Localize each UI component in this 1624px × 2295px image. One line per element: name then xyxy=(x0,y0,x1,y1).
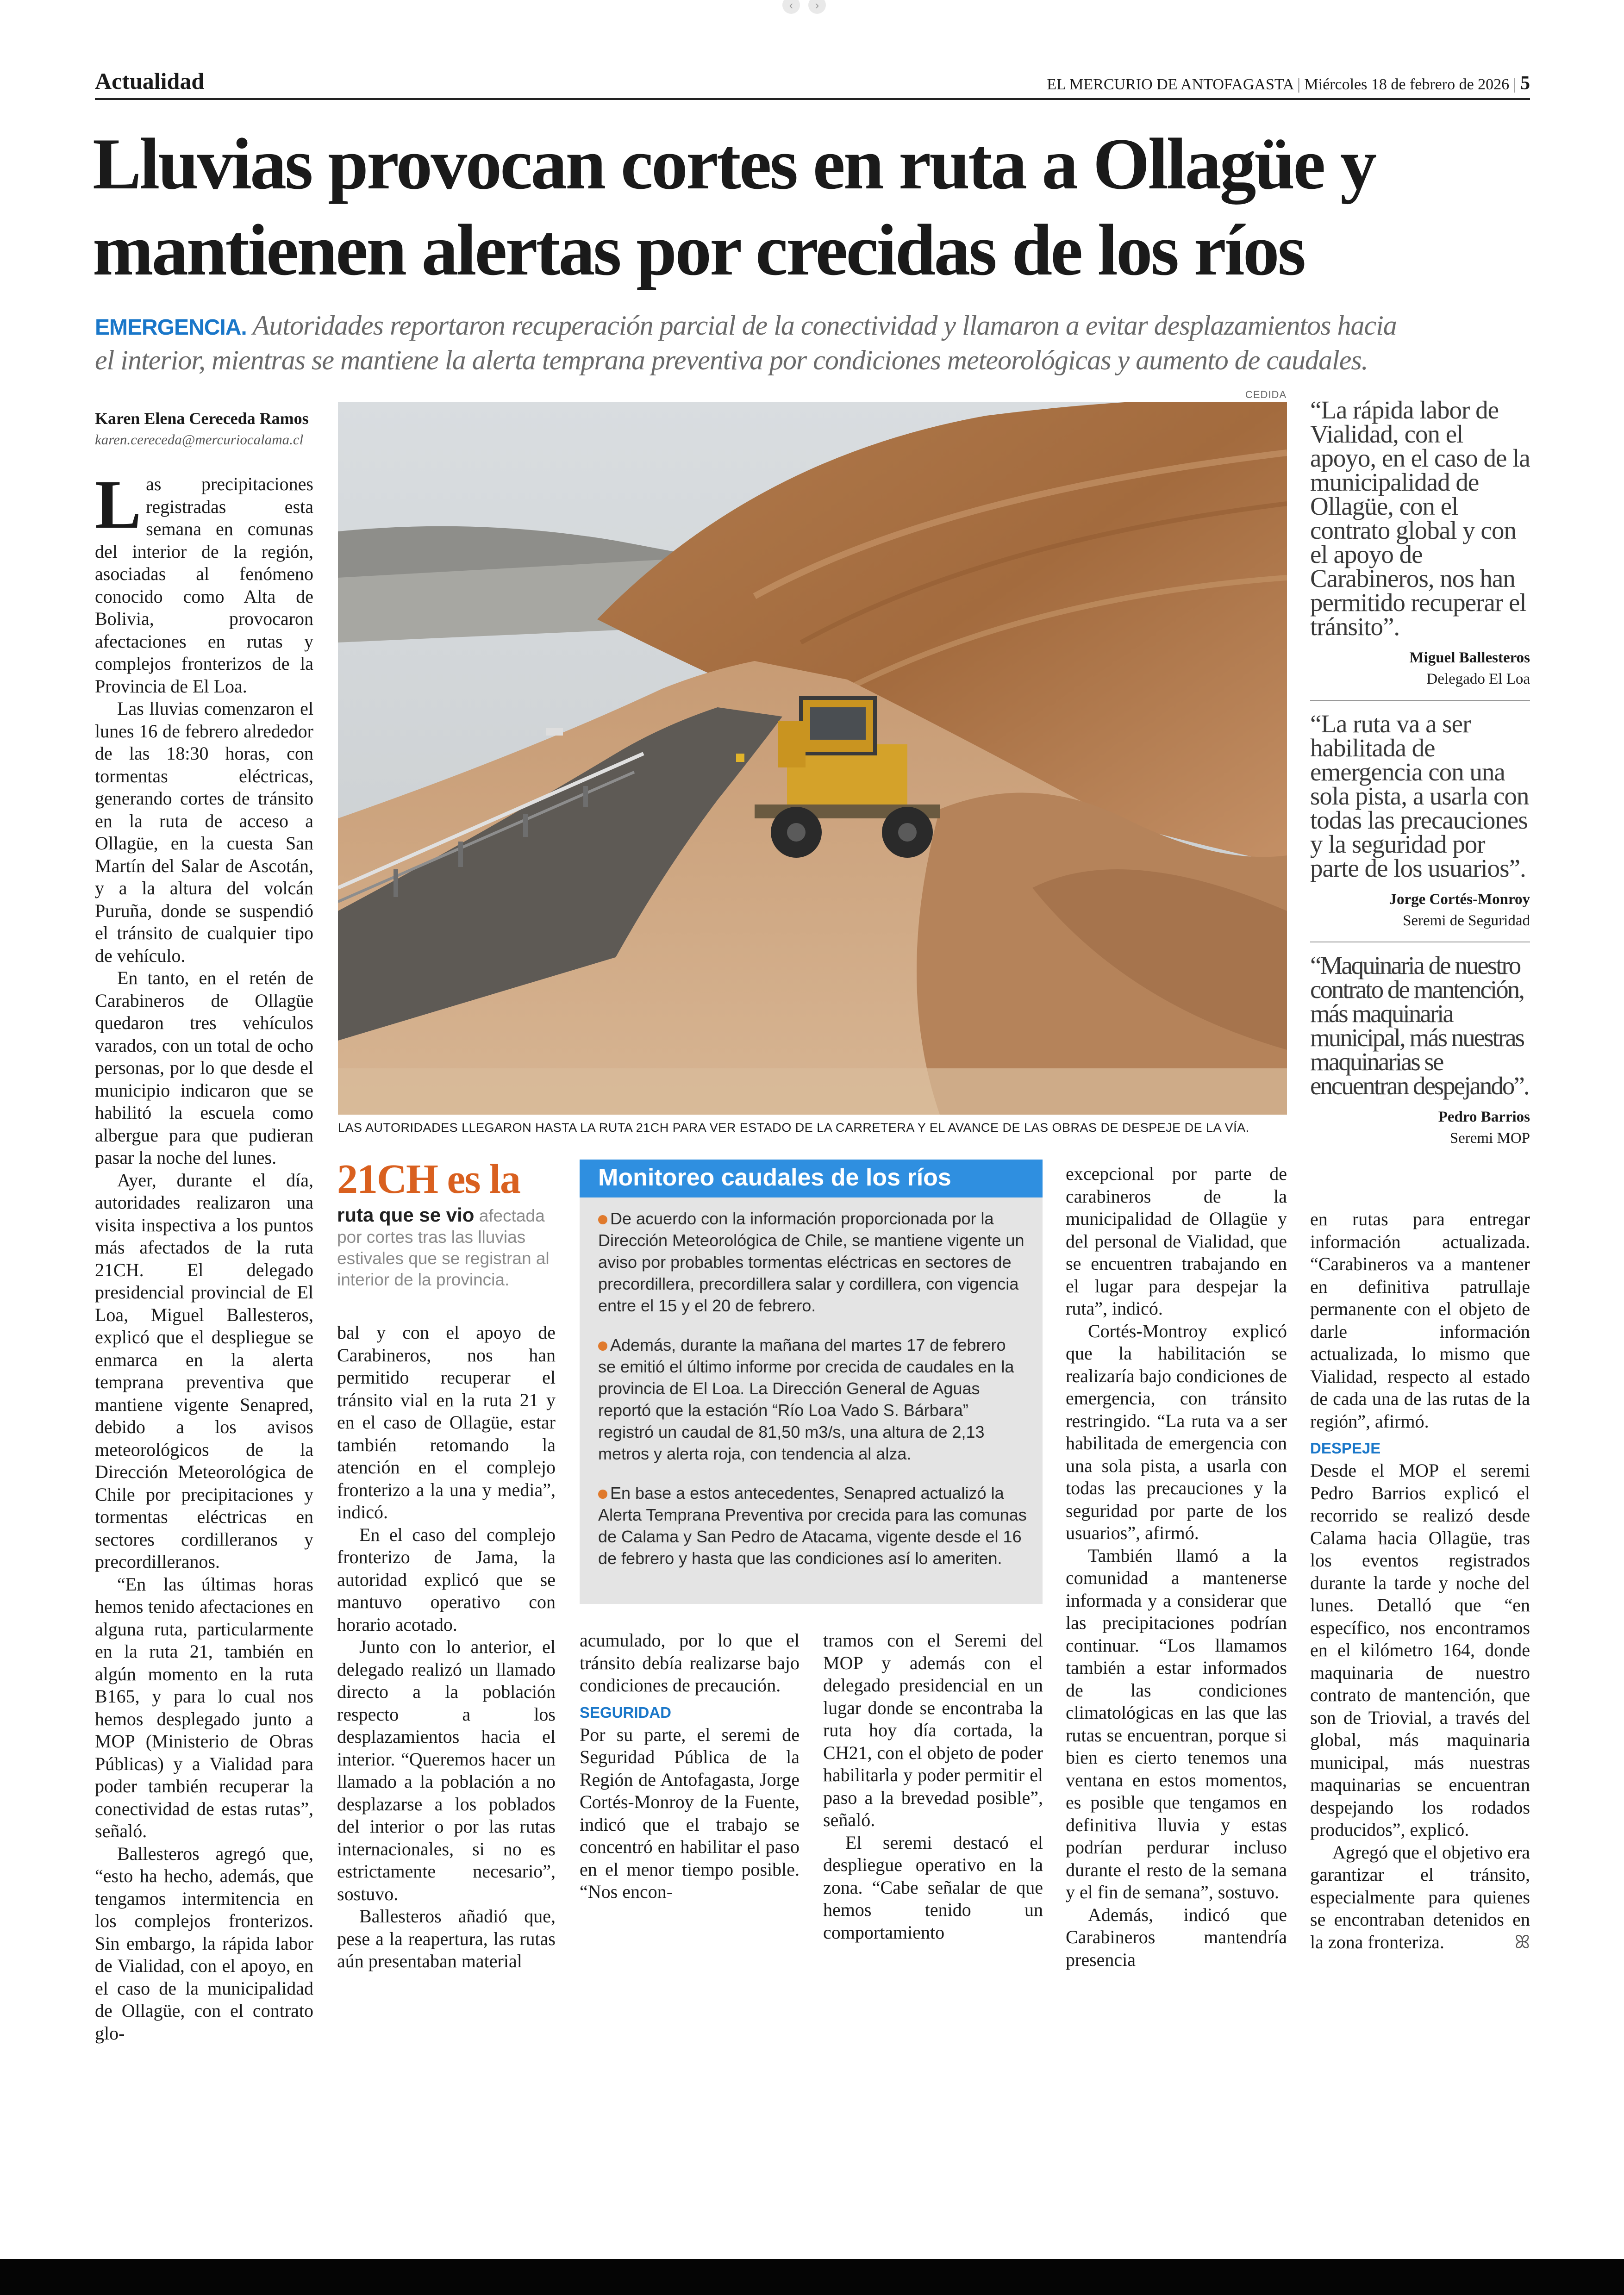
column-1 xyxy=(95,466,313,2045)
quote-3-text: “Maquinaria de nuestro contrato de mantención, más maquinaria municipal, más nuestras maquinarias se encuentran despejando”. xyxy=(1310,951,1529,1100)
road-grader-photo xyxy=(338,402,1287,1115)
callout-rest: afectada por cortes tras las lluvias estivales que se registran al interior de la provincia. xyxy=(337,1206,550,1289)
info-item-2: Además, durante la mañana del martes 17 de febrero se emitió el último informe por crecida de caudales en la provincia de El Loa. La Dirección General de Aguas reportó que la estación “Río Loa Vado S. Bárbara” registró un caudal de 81,50 m3/s, una altura de 2,13 metros y alerta roja, con tendencia al alza. xyxy=(598,1335,1014,1463)
quote-2 xyxy=(1310,712,1530,931)
quote-divider xyxy=(1310,700,1530,701)
masthead-info: EL MERCURIO DE ANTOFAGASTA | Miércoles 18 de febrero de 2026 | 5 xyxy=(1047,73,1530,94)
next-page-button[interactable]: › xyxy=(808,0,826,14)
col5-paragraph-2: Cortés-Montroy explicó que la habilitación se realizaría bajo condiciones de emergencia, con tránsito restringido. “La ruta va a ser habilitada de emergencia con una sola pista, a usarla con todas las precauciones y la seguridad por parte de los usuarios”, afirmó. xyxy=(1066,1320,1287,1543)
col2-paragraph-4: Ballesteros añadió que, pese a la reapertura, las rutas aún presentaban material xyxy=(337,1906,556,1971)
column-6 xyxy=(1310,1208,1530,1953)
drop-cap: L xyxy=(95,466,142,543)
col3-paragraph-2: Por su parte, el seremi de Seguridad Pública de la Región de Antofagasta, Jorge Cortés-Monroy de la Fuente, indicó que el trabajo se concentró en habilitar el paso en el menor tiempo posible. “Nos encon- xyxy=(580,1724,800,1902)
bullet-icon xyxy=(598,1490,607,1499)
col6-paragraph-2: Desde el MOP el seremi Pedro Barrios explicó el recorrido se realizó desde Calama hacia Ollagüe, tras los eventos registrados durante la tarde y noche del lunes. Detalló que “en específico, nos encontramos en el kilómetro 164, donde maquinaria de nuestro contrato de mantención, que son de Triovial, a través del global, más maquinaria municipal, más nuestras maquinarias se encuentran despejando los rodados producidos”, explicó. xyxy=(1310,1460,1530,1840)
photo-caption: LAS AUTORIDADES LLEGARON HASTA LA RUTA 21CH PARA VER ESTADO DE LA CARRETERA Y EL AVANCE DE LAS OBRAS DE DESPEJE DE LA VÍA. xyxy=(338,1121,1249,1135)
quote-1-role: Delegado El Loa xyxy=(1426,671,1530,687)
lead-line-2: el interior, mientras se mantiene la alerta temprana preventiva por condiciones meteorológicas y aumento de caudales. xyxy=(95,345,1368,375)
quote-3 xyxy=(1310,951,1530,1149)
subhead-despeje: DESPEJE xyxy=(1310,1440,1381,1457)
info-box xyxy=(580,1160,1043,1604)
quotes-sidebar xyxy=(1310,398,1530,1149)
page-number: 5 xyxy=(1520,73,1530,94)
bullet-icon xyxy=(598,1215,607,1224)
callout xyxy=(337,1157,555,1291)
headline-line-2: mantienen alertas por crecidas de los ríos xyxy=(93,210,1305,291)
info-item-1: De acuerdo con la información proporcionada por la Dirección Meteorológica de Chile, se mantiene vigente un aviso por probables tormentas eléctricas en sectores de precordillera, precordillera salar y cordillera, con vigencia entre el 15 y el 20 de febrero. xyxy=(598,1209,1024,1315)
callout-bold: ruta que se vio xyxy=(337,1204,475,1226)
column-4 xyxy=(823,1629,1043,1944)
quote-3-name: Pedro Barrios xyxy=(1438,1109,1530,1125)
bottom-bar xyxy=(0,2259,1624,2295)
lead xyxy=(95,309,1539,376)
photo-credit: CEDIDA xyxy=(1245,389,1287,400)
quote-2-role: Seremi de Seguridad xyxy=(1403,912,1530,929)
header-rule xyxy=(95,98,1530,100)
col2-paragraph-1: bal y con el apoyo de Carabineros, nos han permitido recuperar el tránsito vial en la ruta 21 y en el caso de Ollagüe, estar también retomando la atención en el complejo fronterizo a la una y media”, indicó. xyxy=(337,1322,556,1522)
col1-paragraph-4: Ayer, durante el día, autoridades realizaron una visita inspectiva a los puntos más afectados de la ruta 21CH. El delegado presidencial provincial de El Loa, Miguel Ballesteros, explicó que el despliegue se enmarca en la alerta temprana preventiva que mantiene vigente Senapred, debido a los avisos meteorológicos de la Dirección Meteorológica de Chile por precipitaciones y tormentas eléctricas en sectores cordilleranos y precordilleranos. xyxy=(95,1169,313,1572)
bullet-icon xyxy=(598,1341,607,1351)
col5-paragraph-3: También llamó a la comunidad a mantenerse informada y a considerar que las precipitaciones podrían continuar. “Los llamamos también a estar informados de las condiciones climatológicas en las que las rutas se encuentran, porque si bien es cierto tenemos una ventana en estos momentos, es posible que tengamos en definitiva lluvia y estas podrían perdurar incluso durante el resto de la semana y el fin de semana”, sostuvo. xyxy=(1066,1545,1287,1902)
info-item-3: En base a estos antecedentes, Senapred actualizó la Alerta Temprana Preventiva por crecida para las comunas de Calama y San Pedro de Atacama, vigente desde el 16 de febrero y hasta que las condiciones así lo ameriten. xyxy=(598,1484,1027,1568)
quote-2-text: “La ruta va a ser habilitada de emergencia con una sola pista, a usarla con todas las precauciones y la seguridad por parte de los usuarios”. xyxy=(1310,710,1529,882)
photo xyxy=(338,402,1287,1115)
col3-paragraph-1: acumulado, por lo que el tránsito debía realizarse bajo condiciones de precaución. xyxy=(580,1630,800,1696)
col5-paragraph-1: excepcional por parte de carabineros de la municipalidad de Ollagüe y del personal de Vialidad, que se encuentren trabajando en el lugar para despejar la ruta”, indicó. xyxy=(1066,1163,1287,1319)
column-5 xyxy=(1066,1163,1287,1971)
col4-paragraph-1: tramos con el Seremi del MOP y además con el delegado presidencial en un lugar donde se encontraba la ruta hoy día cortada, la CH21, con el objeto de poder habilitarla y poder permitir el paso a la brevedad posible”, señaló. xyxy=(823,1630,1043,1830)
quote-2-name: Jorge Cortés-Monroy xyxy=(1389,891,1530,908)
col6-paragraph-1: en rutas para entregar información actualizada. “Carabineros va a mantener en definitiva patrullaje permanente con el objeto de darle información actualizada, lo mismo que Vialidad, respecto al estado de cada una de las rutas de la región”, afirmó. xyxy=(1310,1209,1530,1432)
byline xyxy=(95,407,326,450)
lead-line-1: Autoridades reportaron recuperación parcial de la conectividad y llamaron a evitar desplazamientos hacia xyxy=(252,310,1397,341)
author-email: karen.cereceda@mercuriocalama.cl xyxy=(95,431,304,448)
col4-paragraph-2: El seremi destacó el despliegue operativo en la zona. “Cabe señalar de que hemos tenido un comportamiento xyxy=(823,1832,1043,1943)
callout-big: 21CH es la xyxy=(337,1156,520,1202)
lead-tag: EMERGENCIA. xyxy=(95,315,247,340)
quote-1-name: Miguel Ballesteros xyxy=(1409,649,1530,666)
info-box-title: Monitoreo caudales de los ríos xyxy=(580,1160,1043,1197)
quote-1-text: “La rápida labor de Vialidad, con el apoyo, en el caso de la municipalidad de Ollagüe, con el contrato global y con el apoyo de Carabineros, nos han permitido recuperar el tránsito”. xyxy=(1310,396,1530,641)
end-mark-icon: ꕤ xyxy=(1514,1931,1530,1952)
subhead-seguridad: SEGURIDAD xyxy=(580,1703,672,1721)
section-label: Actualidad xyxy=(95,68,205,94)
column-2 xyxy=(337,1322,556,1973)
column-3 xyxy=(580,1629,800,1903)
col2-paragraph-2: En el caso del complejo fronterizo de Jama, la autoridad explicó que se mantuvo operativo con horario acotado. xyxy=(337,1524,556,1635)
issue-date: Miércoles 18 de febrero de 2026 xyxy=(1304,76,1510,93)
col1-paragraph-6: Ballesteros agregó que, “esto ha hecho, además, que tengamos intermitencia en los complejos fronterizos. Sin embargo, la rápida labor de Vialidad, con el apoyo, en el caso de la municipalidad de Ollagüe, con el contrato glo- xyxy=(95,1843,313,2044)
col6-paragraph-3: Agregó que el objetivo era garantizar el tránsito, especialmente para quienes se encontraban detenidos en la zona fronteriza. ꕤ xyxy=(1310,1841,1530,1954)
headline-line-1: Lluvias provocan cortes en ruta a Ollagüe y xyxy=(93,124,1375,205)
col1-paragraph-3: En tanto, en el retén de Carabineros de Ollagüe quedaron tres vehículos varados, con un total de ocho personas, por lo que desde el municipio indicaron que se habilitó la escuela como albergue para que pudieran pasar la noche del lunes. xyxy=(95,967,313,1168)
pager xyxy=(782,0,838,14)
col5-paragraph-4: Además, indicó que Carabineros mantendría presencia xyxy=(1066,1904,1287,1970)
callout-text xyxy=(337,1204,555,1291)
author-name: Karen Elena Cereceda Ramos xyxy=(95,409,309,428)
col1-paragraph-1: Las precipitaciones registradas esta semana en comunas del interior de la región, asociadas al fenómeno conocido como Alta de Bolivia, provocaron afectaciones en rutas y complejos fronterizos de la Provincia de El Loa. xyxy=(95,466,313,697)
headline xyxy=(93,121,1537,293)
col1-paragraph-5: “En las últimas horas hemos tenido afectaciones en alguna ruta, particularmente en la ruta 21, también en algún momento en la ruta B165, y para lo cual nos hemos desplegado junto a MOP (Ministerio de Obras Públicas) y a Vialidad para poder también recuperar la conectividad de estas rutas”, señaló. xyxy=(95,1573,313,1841)
col2-paragraph-3: Junto con lo anterior, el delegado realizó un llamado directo a la población respecto a los desplazamientos hacia el interior. “Queremos hacer un llamado a la población a no desplazarse a los poblados del interior o por las rutas internacionales, si no es estrictamente necesario”, sostuvo. xyxy=(337,1636,556,1904)
quote-1 xyxy=(1310,398,1530,690)
quote-3-role: Seremi MOP xyxy=(1449,1130,1530,1147)
prev-page-button[interactable]: ‹ xyxy=(782,0,800,14)
publication-name: EL MERCURIO DE ANTOFAGASTA xyxy=(1047,76,1293,93)
col1-paragraph-2: Las lluvias comenzaron el lunes 16 de febrero alrededor de las 18:30 horas, con tormentas eléctricas, generando cortes de tránsito en la ruta de acceso a Ollagüe, en la cuesta San Martín del Salar de Ascotán, y a la altura del volcán Puruña, donde se suspendió el tránsito de cualquier tipo de vehículo. xyxy=(95,698,313,966)
